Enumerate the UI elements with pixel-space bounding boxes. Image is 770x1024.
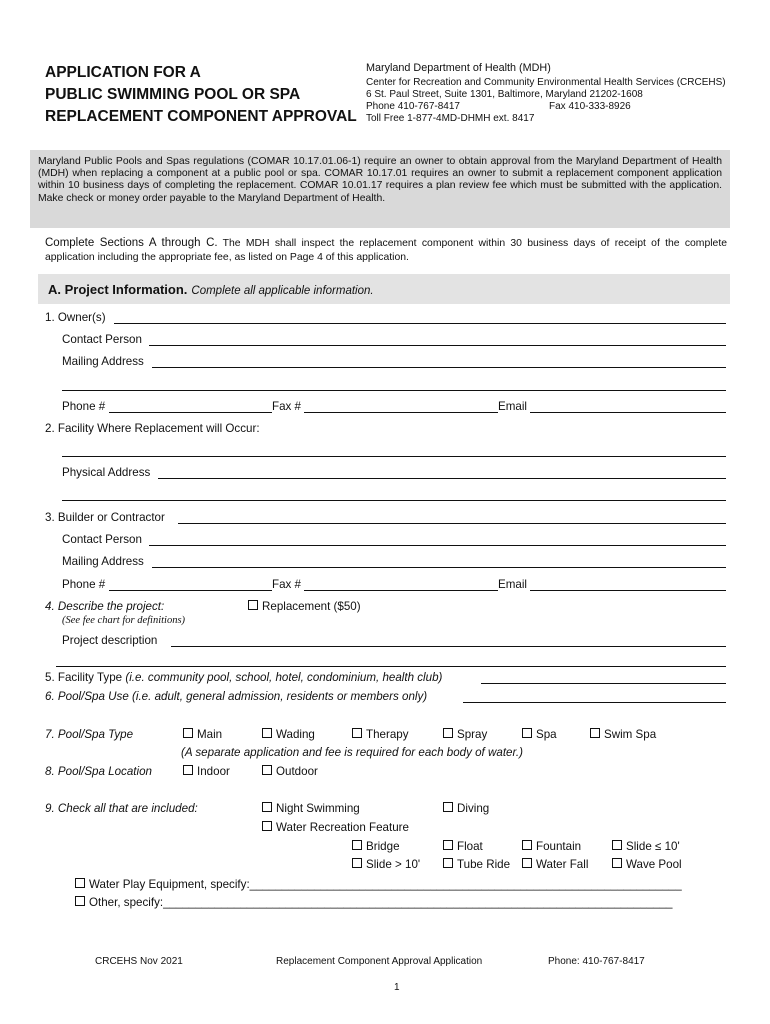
builder-label: 3. Builder or Contractor — [45, 511, 165, 524]
owners-field[interactable] — [114, 323, 726, 324]
location-outdoor[interactable] — [262, 765, 318, 778]
location-indoor[interactable] — [183, 765, 230, 778]
facility-field[interactable] — [62, 456, 726, 457]
builder-mailing-field[interactable] — [152, 567, 726, 568]
pool-use-field[interactable] — [463, 702, 726, 703]
builder-phone-field[interactable] — [109, 590, 272, 591]
feature-diving-label: Diving — [457, 802, 490, 815]
feature-diving[interactable] — [443, 802, 489, 815]
agency-phone: Phone 410-767-8417 — [366, 101, 460, 112]
owner-email-label: Email — [498, 400, 527, 413]
pool-use-label: 6. Pool/Spa Use — [45, 690, 133, 703]
facility-type-label: 5. Facility Type — [45, 671, 126, 684]
checkbox-icon[interactable] — [352, 840, 362, 850]
agency-tollfree: Toll Free 1-877-4MD-DHMH ext. 8417 — [366, 113, 535, 124]
section-a-header — [38, 274, 730, 304]
contact-person-label: Contact Person — [62, 333, 142, 346]
intro-paragraph — [45, 236, 727, 265]
feature-bridge-label: Bridge — [366, 840, 400, 853]
checkbox-icon[interactable] — [183, 728, 193, 738]
pool-type-spray-label: Spray — [457, 728, 488, 741]
feature-wave-pool[interactable] — [612, 858, 682, 871]
section-a-subheading: Complete all applicable information. — [191, 285, 374, 297]
checkbox-icon[interactable] — [262, 821, 272, 831]
project-description-field-2[interactable] — [56, 666, 726, 667]
footer-right: Phone: 410-767-8417 — [548, 956, 645, 967]
feature-float[interactable] — [443, 840, 483, 853]
agency-block — [366, 62, 746, 125]
location-indoor-label: Indoor — [197, 765, 230, 778]
other-option[interactable] — [75, 896, 725, 909]
checkbox-icon[interactable] — [443, 840, 453, 850]
section-a-heading: A. Project Information. — [48, 282, 188, 297]
check-all-label: 9. Check all that are included: — [45, 802, 198, 815]
checkbox-icon[interactable] — [443, 802, 453, 812]
pool-type-swim-spa-label: Swim Spa — [604, 728, 657, 741]
pool-use-hint: (i.e. adult, general admission, residents or members only) — [132, 690, 428, 703]
builder-contact-field[interactable] — [149, 545, 726, 546]
facility-type-field[interactable] — [481, 683, 726, 684]
feature-tube-ride[interactable] — [443, 858, 510, 871]
builder-field[interactable] — [178, 523, 726, 524]
pool-use-row — [45, 690, 427, 703]
checkbox-icon[interactable] — [522, 728, 532, 738]
contact-person-field[interactable] — [149, 345, 726, 346]
feature-water-fall[interactable] — [522, 858, 588, 871]
project-description-label: Project description — [62, 634, 158, 647]
checkbox-icon[interactable] — [183, 765, 193, 775]
facility-type-row — [45, 671, 442, 684]
builder-contact-label: Contact Person — [62, 533, 142, 546]
feature-water-recreation[interactable] — [262, 821, 409, 834]
checkbox-icon[interactable] — [248, 600, 258, 610]
pool-type-label: 7. Pool/Spa Type — [45, 728, 134, 741]
builder-email-field[interactable] — [530, 590, 726, 591]
pool-type-wading-label: Wading — [276, 728, 315, 741]
builder-phone-label: Phone # — [62, 578, 106, 591]
builder-mailing-label: Mailing Address — [62, 555, 144, 568]
feature-water-fall-label: Water Fall — [536, 858, 589, 871]
facility-type-hint: (i.e. community pool, school, hotel, condominium, health club) — [125, 671, 443, 684]
feature-slide-large[interactable] — [352, 858, 420, 871]
checkbox-icon[interactable] — [612, 858, 622, 868]
title-line-1: APPLICATION FOR A — [45, 64, 201, 81]
checkbox-icon[interactable] — [443, 728, 453, 738]
pool-type-spray[interactable] — [443, 728, 487, 741]
owner-email-field[interactable] — [530, 412, 726, 413]
replacement-option[interactable] — [248, 600, 361, 613]
pool-type-therapy-label: Therapy — [366, 728, 409, 741]
pool-type-main-label: Main — [197, 728, 223, 741]
owner-fax-label: Fax # — [272, 400, 301, 413]
checkbox-icon[interactable] — [75, 878, 85, 888]
pool-type-therapy[interactable] — [352, 728, 409, 741]
agency-fax: Fax 410-333-8926 — [549, 101, 631, 112]
title-line-2: PUBLIC SWIMMING POOL OR SPA — [45, 86, 301, 103]
owner-fax-field[interactable] — [304, 412, 498, 413]
checkbox-icon[interactable] — [352, 858, 362, 868]
water-play-option[interactable] — [75, 878, 725, 891]
checkbox-icon[interactable] — [590, 728, 600, 738]
pool-type-spa[interactable] — [522, 728, 557, 741]
checkbox-icon[interactable] — [262, 765, 272, 775]
feature-wave-pool-label: Wave Pool — [626, 858, 682, 871]
feature-slide-small-label: Slide ≤ 10' — [626, 840, 680, 853]
builder-fax-label: Fax # — [272, 578, 301, 591]
form-title — [45, 62, 365, 128]
location-outdoor-label: Outdoor — [276, 765, 318, 778]
feature-float-label: Float — [457, 840, 483, 853]
checkbox-icon[interactable] — [443, 858, 453, 868]
notice-box — [30, 150, 730, 228]
physical-address-field[interactable] — [158, 478, 726, 479]
title-line-3: REPLACEMENT COMPONENT APPROVAL — [45, 108, 357, 125]
checkbox-icon[interactable] — [352, 728, 362, 738]
pool-type-wading[interactable] — [262, 728, 315, 741]
builder-fax-field[interactable] — [304, 590, 498, 591]
mailing-address-field[interactable] — [152, 367, 726, 368]
checkbox-icon[interactable] — [522, 858, 532, 868]
mailing-address-label: Mailing Address — [62, 355, 144, 368]
intro-lead: Complete Sections A through C. — [45, 237, 218, 249]
feature-fountain-label: Fountain — [536, 840, 582, 853]
project-description-field[interactable] — [171, 646, 726, 647]
separate-application-note: (A separate application and fee is required for each body of water.) — [181, 746, 523, 759]
replacement-label: Replacement ($50) — [262, 600, 361, 613]
footer-left: CRCEHS Nov 2021 — [95, 956, 183, 967]
pool-type-main[interactable] — [183, 728, 222, 741]
checkbox-icon[interactable] — [262, 728, 272, 738]
checkbox-icon[interactable] — [75, 896, 85, 906]
pool-type-swim-spa[interactable] — [590, 728, 656, 741]
fee-chart-note: (See fee chart for definitions) — [62, 615, 186, 626]
notice-text: Maryland Public Pools and Spas regulations (COMAR 10.17.01.06-1) require an owner to obtain approval from the Maryland Department of Health (MDH) when replacing a component at a public pool or spa. COMAR 10.17.01 requires an owner to submit a replacement component application within 10 business days of completing the replacement. COMAR 10.01.17 requires a plan review fee which must be submitted with the application. Make check or money order payable to the Maryland Department of Health. — [38, 156, 722, 204]
feature-slide-large-label: Slide > 10' — [366, 858, 421, 871]
builder-email-label: Email — [498, 578, 527, 591]
owner-phone-label: Phone # — [62, 400, 106, 413]
pool-type-spa-label: Spa — [536, 728, 557, 741]
agency-address: 6 St. Paul Street, Suite 1301, Baltimore, Maryland 21202-1608 — [366, 89, 643, 100]
physical-address-label: Physical Address — [62, 466, 151, 479]
facility-label: 2. Facility Where Replacement will Occur: — [45, 422, 260, 435]
checkbox-icon[interactable] — [262, 802, 272, 812]
feature-slide-small[interactable] — [612, 840, 680, 853]
agency-phone-row — [366, 101, 746, 113]
feature-tube-ride-label: Tube Ride — [457, 858, 511, 871]
agency-center: Center for Recreation and Community Environmental Health Services (CRCEHS) — [366, 77, 726, 88]
checkbox-icon[interactable] — [522, 840, 532, 850]
checkbox-icon[interactable] — [612, 840, 622, 850]
owners-label: 1. Owner(s) — [45, 311, 106, 324]
feature-night-swimming[interactable] — [262, 802, 360, 815]
intro-text: The MDH shall inspect the replacement component within 30 business days of receipt of the complete application including the appropriate fee, as listed on Page 4 of this application. — [45, 238, 727, 263]
footer-center: Replacement Component Approval Application — [276, 956, 483, 967]
agency-name: Maryland Department of Health (MDH) — [366, 62, 551, 74]
location-label: 8. Pool/Spa Location — [45, 765, 152, 778]
mailing-address-field-2[interactable] — [62, 390, 726, 391]
owner-phone-field[interactable] — [109, 412, 272, 413]
feature-water-recreation-label: Water Recreation Feature — [276, 821, 409, 834]
feature-bridge[interactable] — [352, 840, 400, 853]
feature-fountain[interactable] — [522, 840, 581, 853]
feature-night-swimming-label: Night Swimming — [276, 802, 360, 815]
describe-project-label: 4. Describe the project: — [45, 600, 165, 613]
water-play-label: Water Play Equipment, specify:___________________________________________________________________ — [89, 878, 682, 891]
other-label: Other, specify:_______________________________________________________________________________ — [89, 896, 673, 909]
physical-address-field-2[interactable] — [62, 500, 726, 501]
page-number: 1 — [394, 982, 400, 993]
